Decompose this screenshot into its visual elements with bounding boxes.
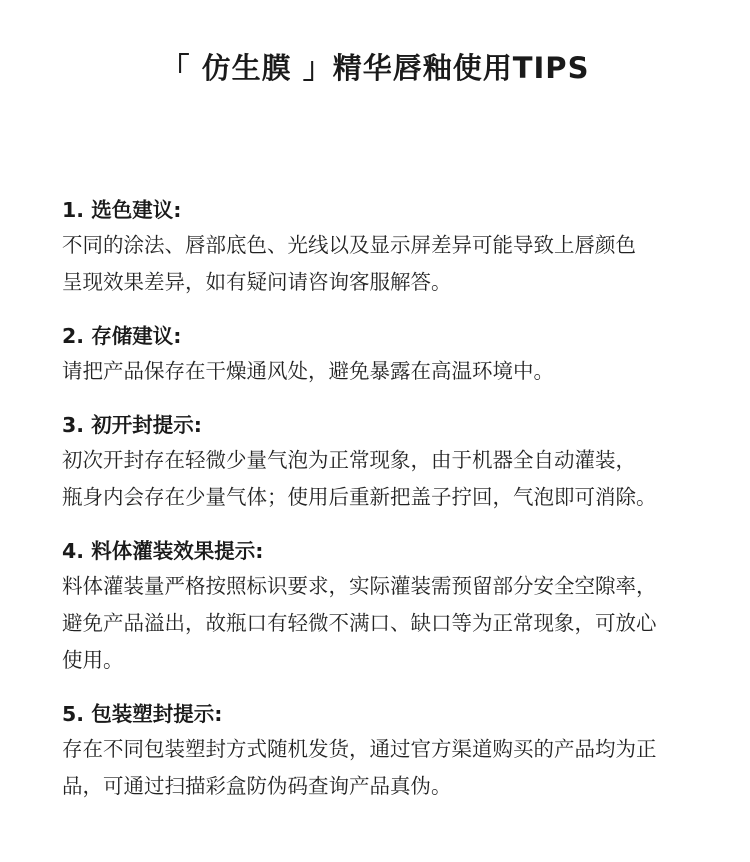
section-body: [62, 442, 702, 516]
section-packaging-seal: [62, 697, 702, 805]
body-line: 存在不同包装塑封方式随机发货，通过官方渠道购买的产品均为正: [62, 737, 657, 761]
section-body: [62, 731, 702, 805]
section-storage: [62, 319, 702, 390]
section-filling-effect: [62, 534, 702, 679]
section-heading: 1. 选色建议:: [62, 198, 182, 222]
body-line: 请把产品保存在干燥通风处，避免暴露在高温环境中。: [62, 359, 554, 383]
section-color-selection: [62, 193, 702, 301]
body-line: 呈现效果差异，如有疑问请咨询客服解答。: [62, 270, 452, 294]
section-body: [62, 227, 702, 301]
body-line: 使用。: [62, 648, 124, 672]
body-line: 不同的涂法、唇部底色、光线以及显示屏差异可能导致上唇颜色: [62, 233, 636, 257]
body-line: 品，可通过扫描彩盒防伪码查询产品真伪。: [62, 774, 452, 798]
tips-content: [62, 193, 702, 823]
section-first-opening: [62, 408, 702, 516]
section-body: [62, 353, 702, 390]
section-heading: 2. 存储建议:: [62, 324, 182, 348]
section-heading: 4. 料体灌装效果提示:: [62, 539, 264, 563]
page-title: 「 仿生膜 」精华唇釉使用TIPS: [160, 51, 590, 85]
body-line: 避免产品溢出，故瓶口有轻微不满口、缺口等为正常现象，可放心: [62, 611, 657, 635]
body-line: 瓶身内会存在少量气体；使用后重新把盖子拧回，气泡即可消除。: [62, 485, 657, 509]
body-line: 料体灌装量严格按照标识要求，实际灌装需预留部分安全空隙率，: [62, 574, 657, 598]
section-heading: 5. 包装塑封提示:: [62, 702, 223, 726]
section-heading: 3. 初开封提示:: [62, 413, 202, 437]
body-line: 初次开封存在轻微少量气泡为正常现象，由于机器全自动灌装，: [62, 448, 636, 472]
section-body: [62, 568, 702, 679]
